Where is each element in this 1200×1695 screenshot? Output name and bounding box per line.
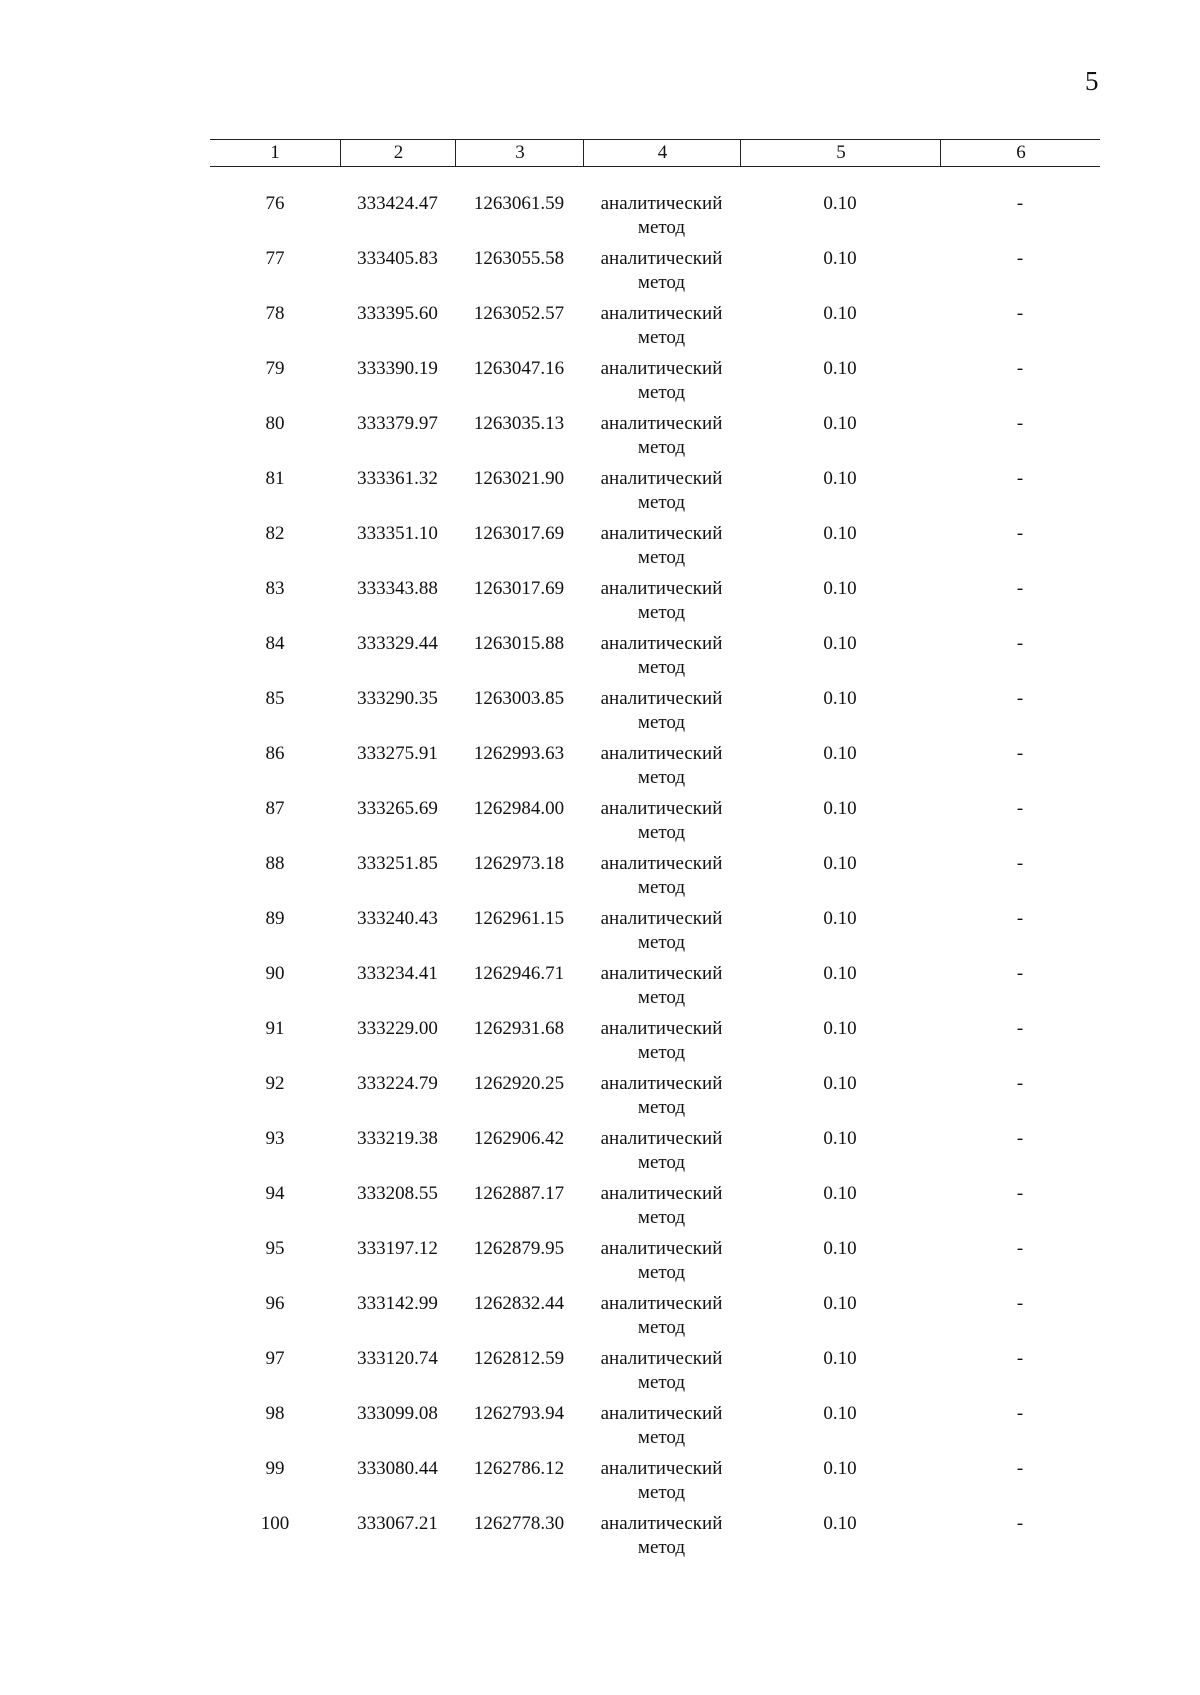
cell-row-number: 97 xyxy=(265,1348,285,1369)
method-line-1: аналитический xyxy=(600,358,723,379)
cell-method xyxy=(583,1072,740,1120)
cell-accuracy: 0.10 xyxy=(823,633,857,654)
method-line-2: метод xyxy=(637,217,686,238)
cell-accuracy: 0.10 xyxy=(823,853,857,874)
table-row xyxy=(210,467,1100,522)
cell-note: - xyxy=(1016,1403,1024,1424)
cell-coordinate-x: 333351.10 xyxy=(357,523,438,544)
table-row xyxy=(210,852,1100,907)
column-header-4: 4 xyxy=(583,140,741,166)
cell-note: - xyxy=(1016,358,1024,379)
method-line-1: аналитический xyxy=(600,1458,723,1479)
table-header xyxy=(210,139,1100,167)
cell-accuracy: 0.10 xyxy=(823,578,857,599)
cell-method xyxy=(583,852,740,900)
method-line-2: метод xyxy=(637,1042,686,1063)
page-number: 5 xyxy=(1085,66,1099,96)
cell-coordinate-x: 333208.55 xyxy=(357,1183,438,1204)
cell-note: - xyxy=(1016,1073,1024,1094)
cell-note: - xyxy=(1016,633,1024,654)
table-row xyxy=(210,412,1100,467)
cell-coordinate-x: 333224.79 xyxy=(357,1073,438,1094)
table-row xyxy=(210,687,1100,742)
method-line-1: аналитический xyxy=(600,798,723,819)
cell-method xyxy=(583,907,740,955)
cell-coordinate-x: 333290.35 xyxy=(357,688,438,709)
table-row xyxy=(210,1347,1100,1402)
cell-accuracy: 0.10 xyxy=(823,908,857,929)
cell-accuracy: 0.10 xyxy=(823,358,857,379)
cell-accuracy: 0.10 xyxy=(823,1513,857,1534)
cell-coordinate-y: 1262973.18 xyxy=(473,853,565,874)
cell-method xyxy=(583,412,740,460)
cell-coordinate-x: 333424.47 xyxy=(357,193,438,214)
method-line-1: аналитический xyxy=(600,743,723,764)
cell-coordinate-y: 1263061.59 xyxy=(473,193,565,214)
method-line-2: метод xyxy=(637,1372,686,1393)
method-line-2: метод xyxy=(637,1262,686,1283)
cell-note: - xyxy=(1016,413,1024,434)
cell-method xyxy=(583,1127,740,1175)
cell-method xyxy=(583,962,740,1010)
method-line-1: аналитический xyxy=(600,303,723,324)
method-line-1: аналитический xyxy=(600,1348,723,1369)
cell-accuracy: 0.10 xyxy=(823,1458,857,1479)
cell-coordinate-x: 333379.97 xyxy=(357,413,438,434)
cell-row-number: 100 xyxy=(260,1513,290,1534)
cell-row-number: 76 xyxy=(265,193,285,214)
method-line-1: аналитический xyxy=(600,1293,723,1314)
cell-method xyxy=(583,797,740,845)
cell-accuracy: 0.10 xyxy=(823,1348,857,1369)
cell-method xyxy=(583,192,740,240)
method-line-2: метод xyxy=(637,767,686,788)
method-line-2: метод xyxy=(637,712,686,733)
cell-method xyxy=(583,467,740,515)
table-row xyxy=(210,1512,1100,1567)
cell-note: - xyxy=(1016,578,1024,599)
cell-row-number: 92 xyxy=(265,1073,285,1094)
cell-note: - xyxy=(1016,908,1024,929)
cell-method xyxy=(583,632,740,680)
cell-method xyxy=(583,577,740,625)
cell-method xyxy=(583,742,740,790)
cell-coordinate-y: 1262793.94 xyxy=(473,1403,565,1424)
column-header-5: 5 xyxy=(740,140,941,166)
method-line-2: метод xyxy=(637,437,686,458)
method-line-1: аналитический xyxy=(600,908,723,929)
cell-accuracy: 0.10 xyxy=(823,798,857,819)
method-line-2: метод xyxy=(637,1097,686,1118)
cell-coordinate-x: 333234.41 xyxy=(357,963,438,984)
cell-coordinate-y: 1263047.16 xyxy=(473,358,565,379)
cell-coordinate-y: 1263055.58 xyxy=(473,248,565,269)
table-row xyxy=(210,632,1100,687)
method-line-2: метод xyxy=(637,327,686,348)
method-line-2: метод xyxy=(637,382,686,403)
cell-coordinate-x: 333229.00 xyxy=(357,1018,438,1039)
method-line-1: аналитический xyxy=(600,688,723,709)
cell-row-number: 79 xyxy=(265,358,285,379)
cell-coordinate-x: 333067.21 xyxy=(357,1513,438,1534)
cell-accuracy: 0.10 xyxy=(823,1018,857,1039)
table-row xyxy=(210,1237,1100,1292)
cell-coordinate-x: 333343.88 xyxy=(357,578,438,599)
method-line-2: метод xyxy=(637,932,686,953)
cell-row-number: 98 xyxy=(265,1403,285,1424)
table-row xyxy=(210,1457,1100,1512)
cell-coordinate-x: 333080.44 xyxy=(357,1458,438,1479)
table-row xyxy=(210,357,1100,412)
table-row xyxy=(210,302,1100,357)
cell-method xyxy=(583,522,740,570)
table-row xyxy=(210,247,1100,302)
table-row xyxy=(210,1072,1100,1127)
cell-coordinate-y: 1262906.42 xyxy=(473,1128,565,1149)
cell-row-number: 84 xyxy=(265,633,285,654)
cell-row-number: 85 xyxy=(265,688,285,709)
cell-row-number: 83 xyxy=(265,578,285,599)
cell-coordinate-y: 1262832.44 xyxy=(473,1293,565,1314)
cell-method xyxy=(583,1402,740,1450)
cell-row-number: 89 xyxy=(265,908,285,929)
cell-note: - xyxy=(1016,1183,1024,1204)
cell-coordinate-y: 1263003.85 xyxy=(473,688,565,709)
cell-accuracy: 0.10 xyxy=(823,1403,857,1424)
cell-note: - xyxy=(1016,1018,1024,1039)
cell-note: - xyxy=(1016,1513,1024,1534)
cell-method xyxy=(583,247,740,295)
cell-coordinate-y: 1263052.57 xyxy=(473,303,565,324)
table-row xyxy=(210,192,1100,247)
cell-note: - xyxy=(1016,303,1024,324)
cell-note: - xyxy=(1016,1128,1024,1149)
cell-method xyxy=(583,1512,740,1560)
cell-accuracy: 0.10 xyxy=(823,688,857,709)
cell-coordinate-x: 333142.99 xyxy=(357,1293,438,1314)
cell-accuracy: 0.10 xyxy=(823,1183,857,1204)
column-header-2: 2 xyxy=(340,140,456,166)
cell-coordinate-y: 1262946.71 xyxy=(473,963,565,984)
cell-row-number: 87 xyxy=(265,798,285,819)
cell-coordinate-x: 333120.74 xyxy=(357,1348,438,1369)
method-line-1: аналитический xyxy=(600,963,723,984)
cell-coordinate-x: 333219.38 xyxy=(357,1128,438,1149)
cell-coordinate-x: 333329.44 xyxy=(357,633,438,654)
cell-accuracy: 0.10 xyxy=(823,743,857,764)
cell-row-number: 90 xyxy=(265,963,285,984)
cell-coordinate-y: 1262984.00 xyxy=(473,798,565,819)
table-row xyxy=(210,907,1100,962)
cell-coordinate-x: 333390.19 xyxy=(357,358,438,379)
cell-note: - xyxy=(1016,688,1024,709)
cell-coordinate-y: 1263017.69 xyxy=(473,578,565,599)
method-line-2: метод xyxy=(637,657,686,678)
cell-note: - xyxy=(1016,1238,1024,1259)
cell-coordinate-y: 1263015.88 xyxy=(473,633,565,654)
cell-method xyxy=(583,302,740,350)
method-line-2: метод xyxy=(637,1317,686,1338)
table-row xyxy=(210,1402,1100,1457)
cell-coordinate-y: 1262961.15 xyxy=(473,908,565,929)
cell-row-number: 78 xyxy=(265,303,285,324)
cell-accuracy: 0.10 xyxy=(823,413,857,434)
method-line-1: аналитический xyxy=(600,1183,723,1204)
method-line-1: аналитический xyxy=(600,1403,723,1424)
cell-note: - xyxy=(1016,1458,1024,1479)
cell-method xyxy=(583,1347,740,1395)
table-row xyxy=(210,797,1100,852)
cell-method xyxy=(583,687,740,735)
cell-note: - xyxy=(1016,743,1024,764)
cell-row-number: 94 xyxy=(265,1183,285,1204)
cell-method xyxy=(583,1237,740,1285)
method-line-2: метод xyxy=(637,1152,686,1173)
cell-method xyxy=(583,1182,740,1230)
cell-coordinate-y: 1263021.90 xyxy=(473,468,565,489)
table-row xyxy=(210,742,1100,797)
method-line-1: аналитический xyxy=(600,1128,723,1149)
cell-method xyxy=(583,357,740,405)
method-line-1: аналитический xyxy=(600,578,723,599)
cell-coordinate-y: 1263035.13 xyxy=(473,413,565,434)
cell-accuracy: 0.10 xyxy=(823,963,857,984)
method-line-1: аналитический xyxy=(600,633,723,654)
cell-method xyxy=(583,1017,740,1065)
table-row xyxy=(210,1182,1100,1237)
cell-accuracy: 0.10 xyxy=(823,1073,857,1094)
cell-note: - xyxy=(1016,963,1024,984)
cell-coordinate-x: 333099.08 xyxy=(357,1403,438,1424)
cell-coordinate-x: 333395.60 xyxy=(357,303,438,324)
column-header-3: 3 xyxy=(455,140,584,166)
cell-coordinate-y: 1262887.17 xyxy=(473,1183,565,1204)
method-line-2: метод xyxy=(637,822,686,843)
cell-accuracy: 0.10 xyxy=(823,303,857,324)
method-line-2: метод xyxy=(637,877,686,898)
cell-row-number: 93 xyxy=(265,1128,285,1149)
cell-note: - xyxy=(1016,248,1024,269)
cell-coordinate-y: 1262786.12 xyxy=(473,1458,565,1479)
table-body xyxy=(210,192,1100,1567)
cell-row-number: 88 xyxy=(265,853,285,874)
method-line-1: аналитический xyxy=(600,853,723,874)
cell-coordinate-y: 1263017.69 xyxy=(473,523,565,544)
method-line-2: метод xyxy=(637,1482,686,1503)
table-row xyxy=(210,1127,1100,1182)
method-line-1: аналитический xyxy=(600,193,723,214)
method-line-2: метод xyxy=(637,987,686,1008)
cell-coordinate-y: 1262931.68 xyxy=(473,1018,565,1039)
method-line-1: аналитический xyxy=(600,413,723,434)
cell-coordinate-x: 333197.12 xyxy=(357,1238,438,1259)
cell-accuracy: 0.10 xyxy=(823,468,857,489)
method-line-2: метод xyxy=(637,1427,686,1448)
cell-note: - xyxy=(1016,468,1024,489)
method-line-1: аналитический xyxy=(600,1238,723,1259)
column-header-1: 1 xyxy=(270,142,280,163)
cell-coordinate-x: 333265.69 xyxy=(357,798,438,819)
column-header-6: 6 xyxy=(940,140,1101,166)
cell-row-number: 95 xyxy=(265,1238,285,1259)
cell-coordinate-y: 1262920.25 xyxy=(473,1073,565,1094)
table-row xyxy=(210,962,1100,1017)
table-row xyxy=(210,577,1100,632)
method-line-1: аналитический xyxy=(600,1018,723,1039)
cell-method xyxy=(583,1457,740,1505)
method-line-2: метод xyxy=(637,602,686,623)
cell-row-number: 86 xyxy=(265,743,285,764)
method-line-2: метод xyxy=(637,547,686,568)
cell-note: - xyxy=(1016,193,1024,214)
cell-row-number: 80 xyxy=(265,413,285,434)
cell-accuracy: 0.10 xyxy=(823,523,857,544)
method-line-1: аналитический xyxy=(600,523,723,544)
cell-coordinate-x: 333275.91 xyxy=(357,743,438,764)
cell-note: - xyxy=(1016,853,1024,874)
method-line-2: метод xyxy=(637,272,686,293)
cell-coordinate-x: 333251.85 xyxy=(357,853,438,874)
method-line-1: аналитический xyxy=(600,248,723,269)
cell-note: - xyxy=(1016,798,1024,819)
cell-coordinate-x: 333240.43 xyxy=(357,908,438,929)
cell-accuracy: 0.10 xyxy=(823,1238,857,1259)
table-row xyxy=(210,1292,1100,1347)
method-line-2: метод xyxy=(637,492,686,513)
cell-row-number: 81 xyxy=(265,468,285,489)
cell-accuracy: 0.10 xyxy=(823,1128,857,1149)
cell-coordinate-y: 1262778.30 xyxy=(473,1513,565,1534)
cell-accuracy: 0.10 xyxy=(823,1293,857,1314)
table-row xyxy=(210,522,1100,577)
cell-row-number: 99 xyxy=(265,1458,285,1479)
cell-coordinate-x: 333405.83 xyxy=(357,248,438,269)
method-line-1: аналитический xyxy=(600,1513,723,1534)
method-line-2: метод xyxy=(637,1537,686,1558)
cell-row-number: 77 xyxy=(265,248,285,269)
cell-method xyxy=(583,1292,740,1340)
method-line-2: метод xyxy=(637,1207,686,1228)
method-line-1: аналитический xyxy=(600,1073,723,1094)
cell-accuracy: 0.10 xyxy=(823,248,857,269)
cell-row-number: 91 xyxy=(265,1018,285,1039)
cell-row-number: 82 xyxy=(265,523,285,544)
cell-coordinate-y: 1262812.59 xyxy=(473,1348,565,1369)
cell-accuracy: 0.10 xyxy=(823,193,857,214)
cell-coordinate-y: 1262993.63 xyxy=(473,743,565,764)
cell-row-number: 96 xyxy=(265,1293,285,1314)
cell-note: - xyxy=(1016,1293,1024,1314)
cell-note: - xyxy=(1016,523,1024,544)
table-row xyxy=(210,1017,1100,1072)
method-line-1: аналитический xyxy=(600,468,723,489)
cell-note: - xyxy=(1016,1348,1024,1369)
cell-coordinate-y: 1262879.95 xyxy=(473,1238,565,1259)
cell-coordinate-x: 333361.32 xyxy=(357,468,438,489)
